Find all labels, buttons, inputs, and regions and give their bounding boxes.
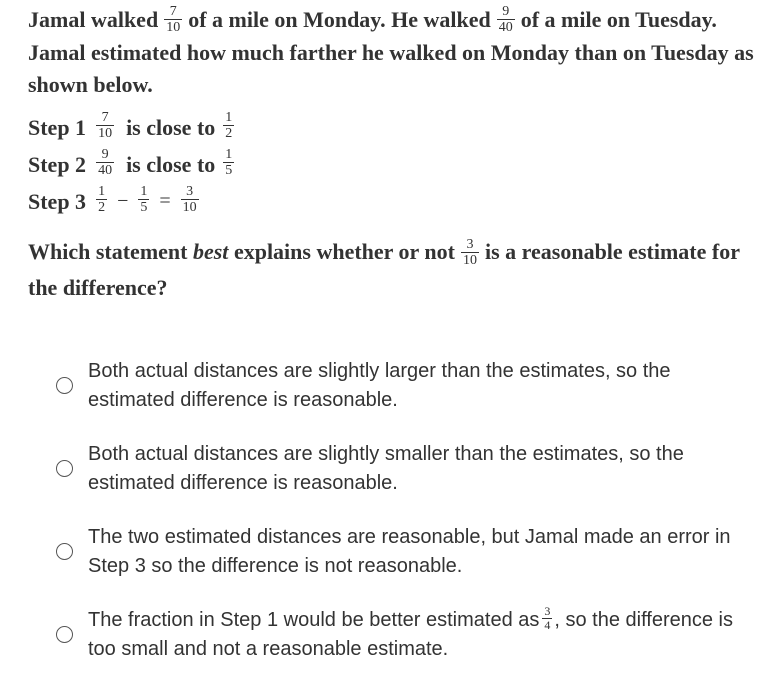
fraction-numerator: 3 [544,604,551,619]
answer-option-text: The two estimated distances are reasonable, but Jamal made an error in Step 3 so the difference is not reasonable. [88,525,731,577]
step-3 [28,183,769,220]
radio-button-b[interactable] [56,460,73,477]
step-1-from-fraction [96,110,114,141]
question-prompt [28,234,769,306]
fraction-numerator: 1 [140,184,148,200]
step-3-second-fraction [138,184,149,215]
fraction-denominator: 4 [544,618,551,633]
radio-button-c[interactable] [56,543,73,560]
fraction-denominator: 2 [98,200,106,216]
fraction-numerator: 1 [98,184,106,200]
option-d-text-after: , so the difference is too small and not a reasonable estimate. [88,608,733,660]
step-text: is close to [126,114,216,140]
fraction-denominator: 5 [140,200,148,216]
answer-option-text: Both actual distances are slightly smaller than the estimates, so the estimated difference is reasonable. [88,442,684,494]
fraction-numerator: 1 [225,147,233,163]
problem-intro [28,4,769,101]
fraction-denominator: 40 [98,163,113,179]
tuesday-fraction [497,4,515,35]
step-text: is close to [126,151,216,177]
answer-option-d[interactable] [28,593,769,676]
fraction-denominator: 10 [462,252,477,268]
monday-fraction [164,4,182,35]
answer-option-text [88,606,738,664]
fraction-numerator: 3 [186,184,194,200]
question-emphasis: best [192,239,229,265]
intro-text-1: Jamal walked [28,7,159,32]
answer-option-a[interactable] [28,344,769,427]
fraction-denominator: 10 [182,200,197,216]
question-text-1: Which statement [28,239,188,265]
minus-sign: − [117,190,129,213]
radio-button-a[interactable] [56,377,73,394]
question-fraction [461,237,479,268]
fraction-denominator: 40 [498,20,513,36]
question-text-3: is a reasonable estimate for the difference? [28,239,740,301]
step-1-to-fraction [223,110,234,141]
fraction-denominator: 2 [225,126,233,142]
step-1 [28,109,769,146]
radio-button-d[interactable] [56,626,73,643]
step-label: Step 2 [28,151,87,177]
fraction-numerator: 7 [169,4,177,20]
step-2-to-fraction [223,147,234,178]
step-2 [28,146,769,183]
step-3-result-fraction [181,184,199,215]
fraction-numerator: 7 [101,110,109,126]
fraction-numerator: 1 [225,110,233,126]
step-2-from-fraction [96,147,114,178]
equals-sign: = [159,190,171,213]
fraction-numerator: 3 [466,236,474,252]
step-label: Step 3 [28,188,87,214]
intro-text-3: of a mile on Tuesday. Jamal estimated how much farther he walked on Monday than on Tuesday as shown below. [28,7,754,98]
fraction-numerator: 9 [502,4,510,20]
answer-options [28,344,769,676]
fraction-numerator: 9 [101,147,109,163]
answer-option-c[interactable] [28,510,769,593]
option-d-fraction [542,605,552,632]
step-3-first-fraction [96,184,107,215]
fraction-denominator: 5 [225,163,233,179]
step-label: Step 1 [28,114,87,140]
answer-option-b[interactable] [28,427,769,510]
answer-option-text: Both actual distances are slightly larger than the estimates, so the estimated difference is reasonable. [88,359,671,411]
intro-text-2: of a mile on Monday. He walked [188,7,491,32]
estimation-steps [28,109,769,220]
question-text-2: explains whether or not [233,239,455,265]
fraction-denominator: 10 [98,126,113,142]
option-d-text-before: The fraction in Step 1 would be better estimated as [88,608,540,631]
fraction-denominator: 10 [166,20,181,36]
